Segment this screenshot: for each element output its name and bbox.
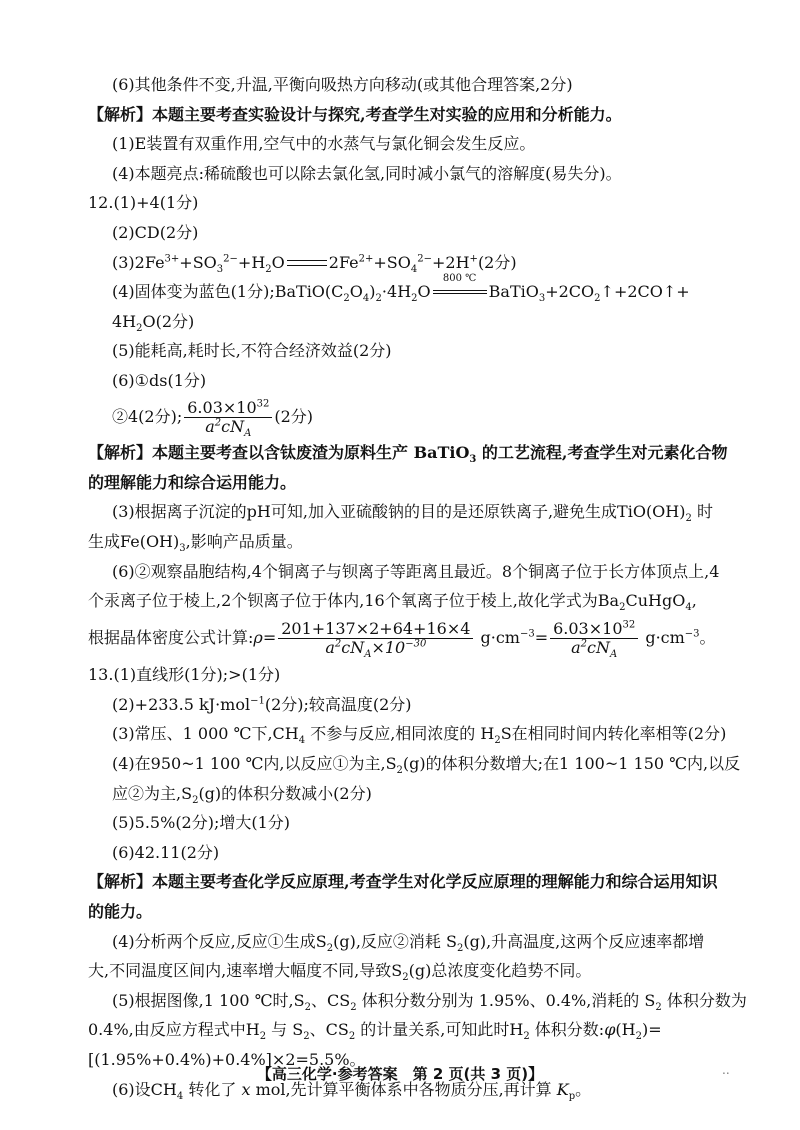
q12-answer-1: 12.(1)+4(1分): [88, 193, 199, 213]
q12-analysis-heading: 【解析】本题主要考查以含钛废渣为原料生产 BaTiO$_3$ 的工艺流程,考查学生对元素化合物: [88, 443, 728, 466]
q13-answer-2: (2)+233.5 kJ·mol$^{-1}$(2分);较高温度(2分): [112, 694, 412, 714]
q12-answer-2: (2)CD(2分): [112, 222, 199, 242]
density-result-fraction: $\frac{6.03\times 10^{32}}{a^2cN_A}$: [550, 620, 638, 657]
q12-answer-4: (4)固体变为蓝色(1分)$;BaTiO(C_2O_4)_2\cdot 4H_2O$ 800 ℃ $BaTiO_3+2CO_2↑+2CO↑+$: [112, 272, 690, 305]
density-formula-fraction: $\frac{201+137\times 2+64+16\times 4}{a^2cN_A\times 10^{-30}}$: [278, 620, 473, 657]
q13-answer-4b: 应②为主$,S_2(g)$的体积分数减小(2分): [112, 783, 372, 806]
q13-note-4a: (4)分析两个反应,反应①生成$S_2(g)$,反应②消耗 $S_2(g)$,升高温度,这两个反应速率都增: [112, 931, 705, 954]
q13-note-5b: 0.4%,由反应方程式中$H_2$ 与 $S_2$、$CS_2$ 的计量关系,可知此时$H_2$ 体积分数$:\varphi(H_2)=$: [88, 1020, 662, 1043]
q12-answer-4-cont: $4H_2O(2$分): [112, 311, 195, 334]
q13-answer-5: (5)5.5%(2分);增大(1分): [112, 813, 291, 833]
q13-note-6: (6)设$CH_4$ 转化了 x mol,先计算平衡体系中各物质分压,再计算 $K_p$。: [112, 1079, 592, 1102]
reaction-condition-arrow: 800 ℃: [431, 286, 489, 300]
q11-answer-6: (6)其他条件不变,升温,平衡向吸热方向移动(或其他合理答案,2分): [112, 75, 573, 94]
q13-note-5a: (5)根据图像,1 100 ℃时$,S_2$、$CS_2$ 体积分数分别为 1.95%、0.4%,消耗的 $S_2$ 体积分数为: [112, 990, 747, 1013]
q12-note-3a: (3)根据离子沉淀的pH可知,加入亚硫酸钠的目的是还原铁离子,避免生成$TiO(OH)_2$ 时: [112, 502, 713, 525]
q13-answer-1: 13.(1)直线形(1分);>(1分): [88, 665, 281, 685]
q13-answer-3: (3)常压、1 000 ℃下$,CH_4$ 不参与反应,相同浓度的 $H_2S$在相同时间内转化率相等(2分): [112, 724, 727, 747]
q13-number: 13.: [88, 665, 114, 685]
q12-answer-5: (5)能耗高,耗时长,不符合经济效益(2分): [112, 341, 392, 361]
q12-analysis-heading-2: 的理解能力和综合运用能力。: [88, 472, 297, 492]
q13-analysis-heading-2: 的能力。: [88, 902, 153, 922]
q13-analysis-heading: 【解析】本题主要考查化学反应原理,考查学生对化学反应原理的理解能力和综合运用知识: [88, 872, 718, 892]
q12-note-3b: 生成$Fe(OH)_3$,影响产品质量。: [88, 531, 303, 555]
q12-note-6b: 个汞离子位于棱上,2个钡离子位于体内,16个氧离子位于棱上,故化学式为$Ba_2CuHgO_4$,: [88, 591, 697, 614]
q12-note-6a: (6)②观察晶胞结构,4个铜离子与钡离子等距离且最近。8个铜离子位于长方体顶点上,4: [112, 561, 720, 581]
equals-sign: [287, 260, 327, 266]
density-fraction: $\frac{6.03\times 10^{32}}{a^2cN_A}$: [184, 399, 272, 436]
q11-analysis-heading: 【解析】本题主要考查实验设计与探究,考查学生对实验的应用和分析能力。: [88, 104, 622, 124]
q13-note-5c: [(1.95%+0.4%)+0.4%]×2=5.5%。: [88, 1050, 366, 1069]
page-footer: 【高三化学·参考答案 第 2 页(共 3 页)】: [256, 1065, 544, 1083]
q13-answer-4a: (4)在950~1 100 ℃内,以反应①为主$,S_2(g)$的体积分数增大;在1 100~1 150 ℃内,以反: [112, 754, 741, 777]
q12-note-6c: 根据晶体密度公式计算:ρ= $\frac{201+137\times 2+64+16\times 4}{a^2cN_A\times 10^{-30}}$ $g\cdot cm^{-3}=$ $\frac{6.03\times 10^{32}}{a^2cN_A}$ $g\cdot cm^{-3}$。: [88, 618, 716, 660]
q12-answer-6b: ②4(2分); $\frac{6.03\times 10^{32}}{a^2cN_A}$ (2分): [112, 397, 314, 439]
q13-note-4b: 大,不同温度区间内,速率增大幅度不同,导致$S_2(g)$总浓度变化趋势不同。: [88, 961, 592, 984]
q12-number: 12.: [88, 193, 114, 213]
corner-dots: ..: [722, 1063, 730, 1077]
q12-answer-6: (6)①ds(1分): [112, 370, 207, 390]
q11-note-1: (1)E装置有双重作用,空气中的水蒸气与氯化铜会发生反应。: [112, 134, 536, 154]
q13-answer-6: (6)42.11(2分): [112, 842, 220, 862]
q12-answer-3: $(3)2Fe^{3+}+SO_3^{2-}+H_2O$ $2Fe^{2+}+SO_4^{2-}+2H^+(2$分): [112, 252, 517, 275]
q11-note-4: (4)本题亮点:稀硫酸也可以除去氯化氢,同时减小氯气的溶解度(易失分)。: [112, 163, 622, 183]
